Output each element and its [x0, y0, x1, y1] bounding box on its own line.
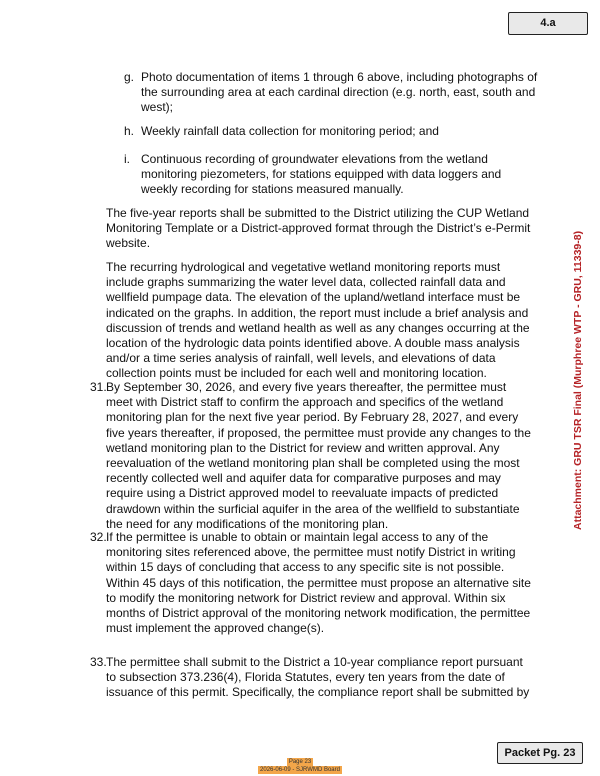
- condition-text: By September 30, 2026, and every five years thereafter, the permittee must meet with District staff to confirm the approach and specifics of the wetland monitoring plan for the next five year period. By February 28, 2027, and every five years thereafter, if proposed, the permittee must provide any changes to the wetland monitoring plan to the District for review and written approval. Any reevaluation of the wetland monitoring plan shall be completed using the most recently collected well and aquifer data for comparative purposes and may require using a District approved model to reevaluate impacts of predicted drawdown within the surficial aquifer in the area of the wellfield to substantiate the need for any modifications of the monitoring plan.: [106, 380, 531, 531]
- condition-number: 33.: [90, 655, 107, 669]
- condition-number: 32.: [90, 530, 107, 544]
- footer-date-board: 2026-06-09 - SJRWMD Board: [260, 767, 340, 773]
- list-text: Photo documentation of items 1 through 6 above, including photographs of the surrounding area at each cardinal direction (e.g. north, east, south and west);: [141, 70, 538, 115]
- attachment-sidebar-label: Attachment: GRU TSR Final (Murphree WTP - GRU, 11339-8): [572, 230, 584, 530]
- paragraph-monitoring-reports: The recurring hydrological and vegetative wetland monitoring reports must include graphs summarizing the water level data, collected rainfall data and wellfield pumpage data. The elevation of the upland/wetland interface must be indicated on the graphs. In addition, the report must include a brief analysis and discussion of trends and wetland health as well as any changes occurring at the location of the hydrologic data points identified above. A double mass analysis and/or a time series analysis of rainfall, well levels, and elevations of data collection points must be included for each well and monitoring location.: [106, 260, 530, 381]
- condition-number: 31.: [90, 380, 107, 394]
- list-marker: h.: [124, 124, 135, 138]
- list-marker: i.: [124, 152, 130, 166]
- footer-stamp: [250, 758, 350, 774]
- list-text: Weekly rainfall data collection for monitoring period; and: [141, 124, 439, 138]
- condition-text: The permittee shall submit to the District a 10-year compliance report pursuant to subsection 373.236(4), Florida Statutes, every ten years from the date of issuance of this permit. Specifically, the compliance report shall be submitted by: [106, 655, 530, 700]
- list-marker: g.: [124, 70, 135, 84]
- condition-text: If the permittee is unable to obtain or maintain legal access to any of the monitoring sites referenced above, the permittee must notify District in writing within 15 days of concluding that access to any specific site is not possible. Within 45 days of this notification, the permittee must propose an alternative site to modify the monitoring network for District review and approval. Within six months of District approval of the monitoring network modification, the permittee must implement the approved change(s).: [106, 530, 531, 636]
- footer-page: Page 23: [288, 759, 312, 765]
- agenda-item-tag: 4.a: [508, 12, 588, 35]
- paragraph-five-year-reports: The five-year reports shall be submitted to the District utilizing the CUP Wetland Monitoring Template or a District-approved format through the District’s e-Permit website.: [106, 206, 531, 251]
- list-text: Continuous recording of groundwater elevations from the wetland monitoring piezometers, for stations equipped with data loggers and weekly recording for stations measured manually.: [141, 152, 502, 197]
- packet-page-label: Packet Pg. 23: [497, 742, 583, 764]
